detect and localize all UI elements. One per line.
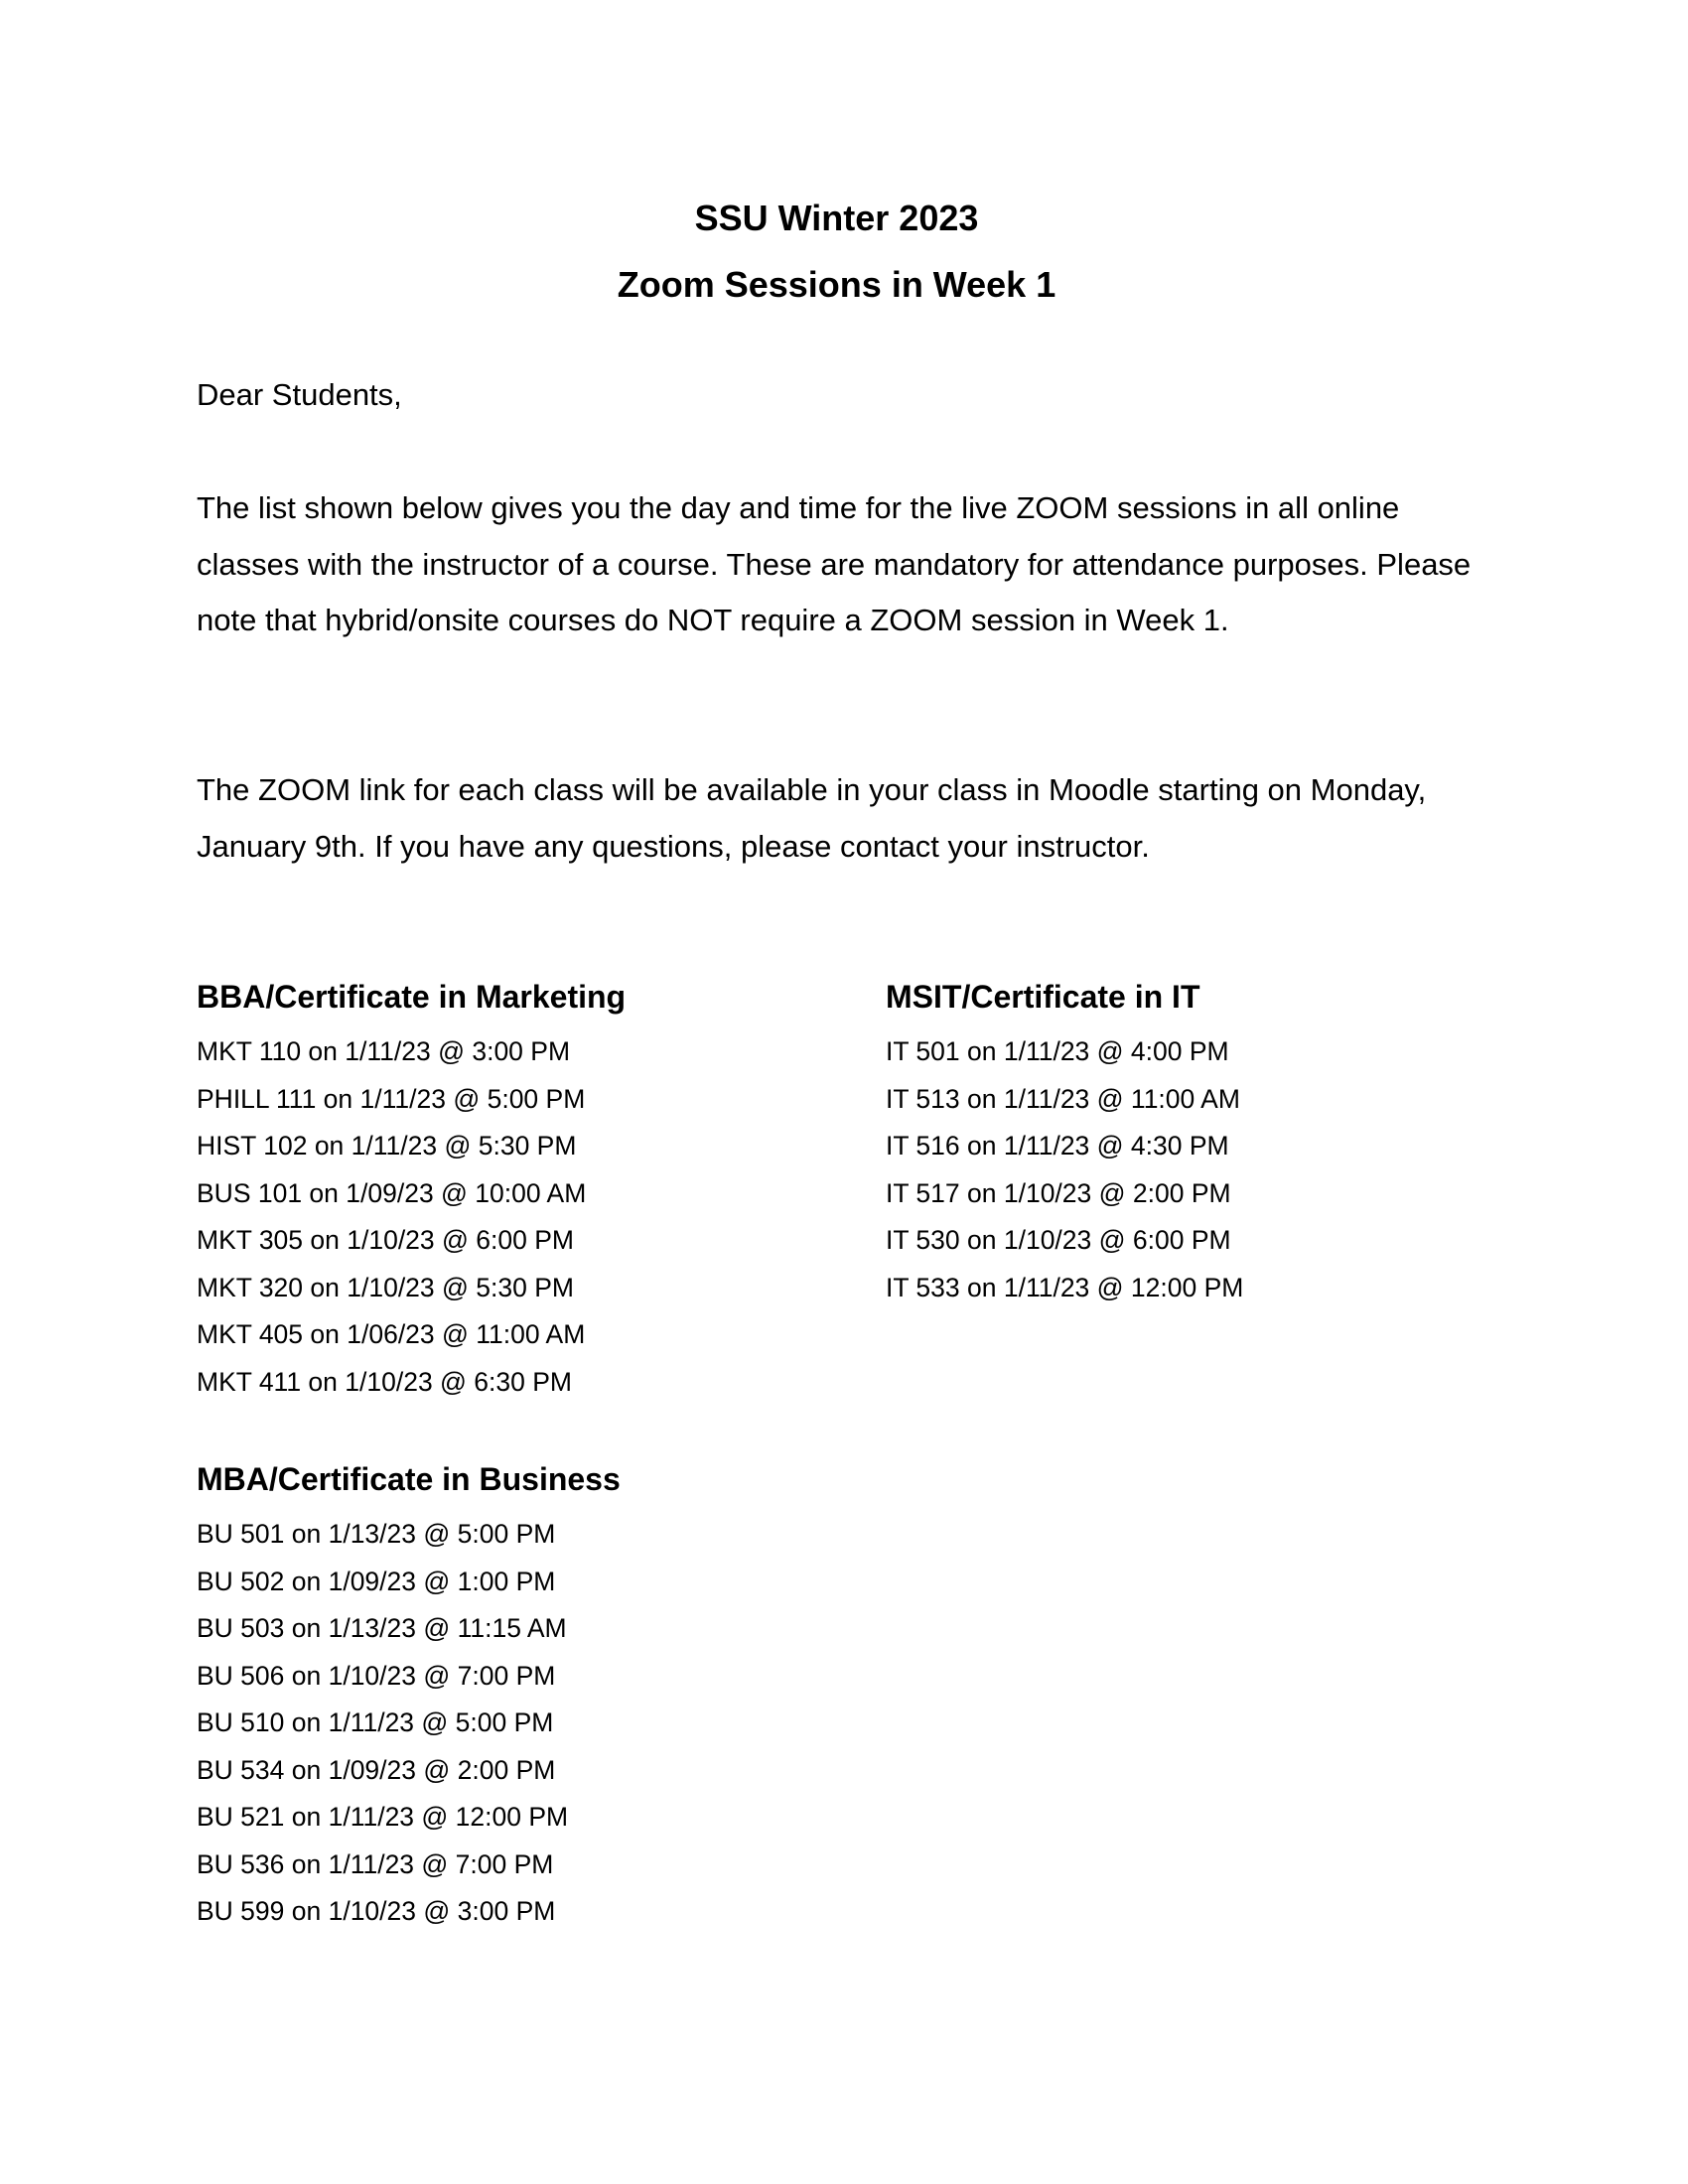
session-item: IT 533 on 1/11/23 @ 12:00 PM [886, 1272, 1244, 1302]
intro-paragraph: The list shown below gives you the day and time for the live ZOOM sessions in all online classes with the instructor of a course. These are mandatory for attendance purposes. Please note that hybrid/onsite courses do NOT require a ZOOM session in Week 1. [197, 490, 1472, 637]
document-title: SSU Winter 2023 [694, 198, 979, 238]
session-item: IT 516 on 1/11/23 @ 4:30 PM [886, 1131, 1229, 1160]
section-it [886, 977, 1243, 1311]
section-heading: MBA/Certificate in Business [197, 1461, 621, 1497]
section-heading: BBA/Certificate in Marketing [197, 979, 627, 1015]
session-item: MKT 405 on 1/06/23 @ 11:00 AM [197, 1319, 586, 1349]
section-heading: MSIT/Certificate in IT [886, 979, 1200, 1015]
session-item: IT 513 on 1/11/23 @ 11:00 AM [886, 1083, 1240, 1114]
session-item: BU 506 on 1/10/23 @ 7:00 PM [197, 1660, 556, 1691]
session-item: BU 536 on 1/11/23 @ 7:00 PM [197, 1848, 554, 1879]
session-item: HIST 102 on 1/11/23 @ 5:30 PM [197, 1131, 577, 1160]
session-item: BU 510 on 1/11/23 @ 5:00 PM [197, 1707, 554, 1737]
session-item: BUS 101 on 1/09/23 @ 10:00 AM [197, 1177, 587, 1208]
session-item: BU 502 on 1/09/23 @ 1:00 PM [197, 1566, 556, 1596]
session-list [197, 1028, 626, 1406]
section-marketing [197, 977, 626, 1406]
session-item: PHILL 111 on 1/11/23 @ 5:00 PM [197, 1083, 586, 1114]
session-item: MKT 110 on 1/11/23 @ 3:00 PM [197, 1036, 571, 1066]
session-item: MKT 411 on 1/10/23 @ 6:30 PM [197, 1366, 573, 1397]
session-item: IT 517 on 1/10/23 @ 2:00 PM [886, 1177, 1231, 1208]
session-list [197, 1511, 621, 1936]
session-item: BU 534 on 1/09/23 @ 2:00 PM [197, 1754, 556, 1785]
session-item: MKT 305 on 1/10/23 @ 6:00 PM [197, 1225, 574, 1255]
session-item: BU 521 on 1/11/23 @ 12:00 PM [197, 1802, 569, 1832]
zoom-link-paragraph: The ZOOM link for each class will be available in your class in Moodle starting on Monday, January 9th. If you have any questions, please contact your instructor. [197, 772, 1427, 864]
session-item: MKT 320 on 1/10/23 @ 5:30 PM [197, 1272, 574, 1302]
session-item: IT 530 on 1/10/23 @ 6:00 PM [886, 1225, 1231, 1255]
document-subtitle: Zoom Sessions in Week 1 [617, 264, 1056, 305]
greeting: Dear Students, [197, 377, 402, 412]
session-item: BU 503 on 1/13/23 @ 11:15 AM [197, 1613, 567, 1643]
session-item: IT 501 on 1/11/23 @ 4:00 PM [886, 1036, 1229, 1066]
session-list [886, 1028, 1243, 1311]
session-item: BU 599 on 1/10/23 @ 3:00 PM [197, 1896, 556, 1926]
session-item: BU 501 on 1/13/23 @ 5:00 PM [197, 1519, 556, 1549]
section-business [197, 1459, 621, 1936]
